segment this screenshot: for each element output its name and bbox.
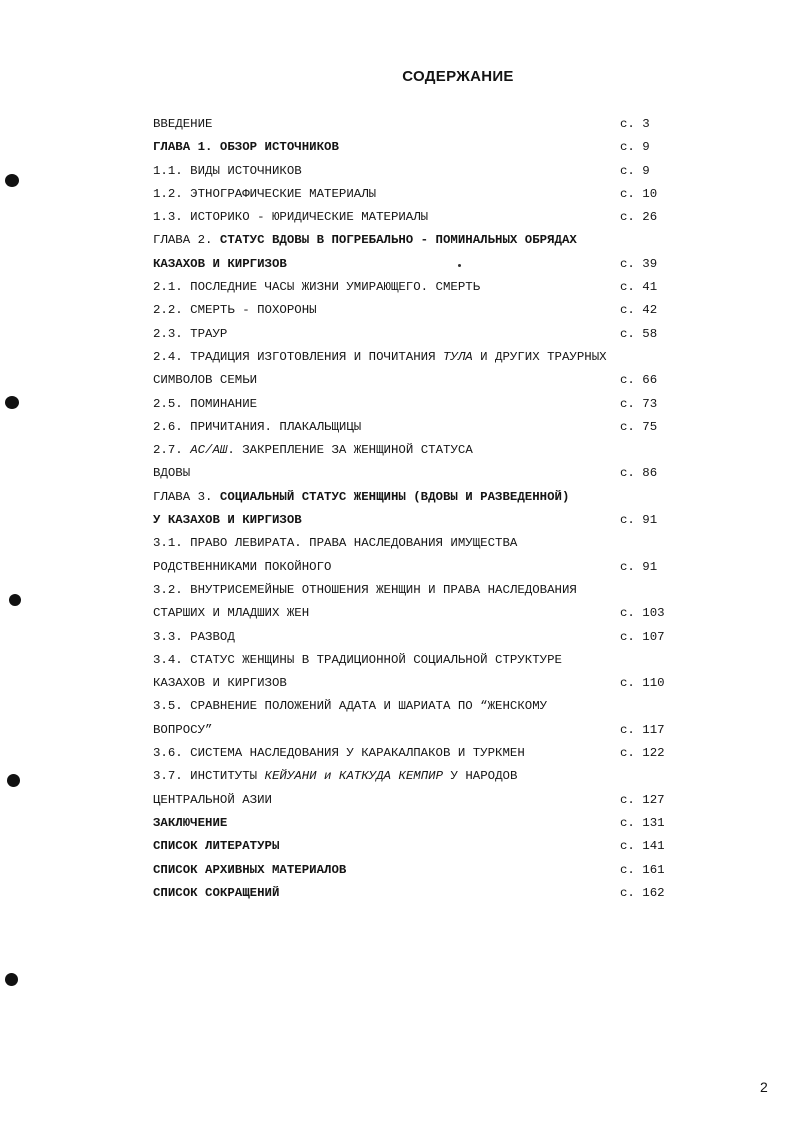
toc-entry-title-segment: СПИСОК ЛИТЕРАТУРЫ [153, 839, 280, 854]
toc-entry-page: с. 127 [620, 792, 665, 807]
toc-entry [153, 812, 673, 835]
toc-entry-title: 3.2. ВНУТРИСЕМЕЙНЫЕ ОТНОШЕНИЯ ЖЕНЩИН И ПРАВА НАСЛЕДОВАНИЯ [153, 582, 577, 597]
toc-entry-page: с. 42 [620, 303, 658, 318]
page-number: 2 [760, 1079, 768, 1095]
toc-entry-title [153, 346, 607, 369]
toc-entry-title: 1.1. ВИДЫ ИСТОЧНИКОВ [153, 163, 302, 178]
document-title: СОДЕРЖАНИЕ [402, 68, 514, 85]
toc-entry [153, 719, 673, 742]
toc-entry-page: с. 41 [620, 280, 658, 295]
toc-entry-page: с. 110 [620, 676, 665, 691]
toc-entry [153, 556, 673, 579]
toc-entry-page: с. 122 [620, 746, 665, 761]
binder-hole-mark [5, 973, 18, 986]
toc-entry-title [153, 859, 346, 882]
toc-entry-title-segment: 3.7. ИНСТИТУТЫ [153, 769, 265, 784]
toc-entry [153, 299, 673, 322]
toc-entry [153, 742, 673, 765]
toc-entry-title-segment: У НАРОДОВ [443, 769, 518, 784]
toc-entry-title-segment: ТУЛА [443, 349, 473, 364]
toc-entry-title-segment: АС/АШ [190, 443, 228, 458]
toc-entry-page: с. 9 [620, 140, 650, 155]
toc-entry-title-segment: 2.4. ТРАДИЦИЯ ИЗГОТОВЛЕНИЯ И ПОЧИТАНИЯ [153, 349, 443, 364]
toc-entry-title: 2.6. ПРИЧИТАНИЯ. ПЛАКАЛЬЩИЦЫ [153, 419, 362, 434]
toc-entry-page: с. 91 [620, 513, 658, 528]
toc-entry-page: с. 73 [620, 396, 658, 411]
toc-entry-page: с. 39 [620, 256, 658, 271]
toc-entry-title-segment: и [316, 769, 339, 784]
toc-entry-title: 2.2. СМЕРТЬ - ПОХОРОНЫ [153, 303, 317, 318]
toc-entry [153, 229, 673, 252]
toc-entry-title: 2.5. ПОМИНАНИЕ [153, 396, 258, 411]
toc-entry-title: СТАРШИХ И МЛАДШИХ ЖЕН [153, 606, 310, 621]
toc-entry [153, 532, 673, 555]
toc-entry-title-segment: КЕЙУАНИ [264, 769, 317, 784]
toc-entry-title-segment: ГЛАВА 2. [153, 233, 220, 248]
toc-entry [153, 416, 673, 439]
toc-entry-page: с. 103 [620, 606, 665, 621]
toc-entry-title-segment: ЗАКЛЮЧЕНИЕ [153, 815, 228, 830]
toc-entry-page: с. 66 [620, 373, 658, 388]
toc-entry-page: с. 141 [620, 839, 665, 854]
toc-entry-title: ВОПРОСУ” [153, 722, 213, 737]
toc-entry [153, 462, 673, 485]
binder-hole-mark [5, 396, 19, 409]
toc-entry-title [153, 509, 302, 532]
toc-entry [153, 649, 673, 672]
toc-entry-title: СИМВОЛОВ СЕМЬИ [153, 373, 258, 388]
toc-entry-title [153, 812, 227, 835]
toc-entry-title-segment: КАТКУДА КЕМПИР [338, 769, 444, 784]
toc-entry [153, 626, 673, 649]
toc-entry [153, 509, 673, 532]
toc-entry-page: с. 58 [620, 326, 658, 341]
toc-entry-page: с. 86 [620, 466, 658, 481]
toc-entry [153, 439, 673, 462]
toc-entry-title: 1.2. ЭТНОГРАФИЧЕСКИЕ МАТЕРИАЛЫ [153, 186, 377, 201]
toc-entry-title: ЦЕНТРАЛЬНОЙ АЗИИ [153, 792, 272, 807]
toc-entry-page: с. 107 [620, 629, 665, 644]
toc-entry-title-segment: И ДРУГИХ ТРАУРНЫХ [472, 349, 607, 364]
toc-entry-title: 3.4. СТАТУС ЖЕНЩИНЫ В ТРАДИЦИОННОЙ СОЦИАЛЬНОЙ СТРУКТУРЕ [153, 652, 562, 667]
toc-entry-title: ВДОВЫ [153, 466, 191, 481]
toc-entry-title-segment: ГЛАВА 3. [153, 489, 220, 504]
toc-entry-page: с. 75 [620, 419, 658, 434]
toc-entry-title: 3.3. РАЗВОД [153, 629, 235, 644]
toc-entry [153, 160, 673, 183]
toc-entry-page: с. 26 [620, 210, 658, 225]
toc-entry-title-segment: 2.7. [153, 443, 191, 458]
toc-entry [153, 113, 673, 136]
toc-entry [153, 579, 673, 602]
toc-entry-title [153, 253, 287, 276]
toc-entry-title [153, 835, 279, 858]
toc-entry [153, 206, 673, 229]
binder-hole-mark [9, 594, 21, 606]
toc-entry [153, 695, 673, 718]
toc-entry-page: с. 10 [620, 186, 658, 201]
toc-entry-page: с. 91 [620, 559, 658, 574]
toc-entry-title: 3.1. ПРАВО ЛЕВИРАТА. ПРАВА НАСЛЕДОВАНИЯ ИМУЩЕСТВА [153, 536, 518, 551]
toc-entry-title-segment: . ЗАКРЕПЛЕНИЕ ЗА ЖЕНЩИНОЙ СТАТУСА [227, 443, 473, 458]
toc-entry-page: с. 162 [620, 885, 665, 900]
toc-entry-title: ВВЕДЕНИЕ [153, 117, 213, 131]
toc-entry [153, 136, 673, 159]
toc-entry-title-segment: СПИСОК СОКРАЩЕНИЙ [153, 885, 280, 900]
toc-entry [153, 393, 673, 416]
toc-entry [153, 765, 673, 788]
table-of-contents [153, 113, 673, 905]
toc-entry [153, 859, 673, 882]
toc-entry-title-segment: СОЦИАЛЬНЫЙ СТАТУС ЖЕНЩИНЫ (ВДОВЫ И РАЗВЕДЕННОЙ) [219, 489, 570, 504]
toc-entry [153, 323, 673, 346]
toc-entry-page: с. 3 [620, 117, 650, 131]
toc-entry [153, 672, 673, 695]
toc-entry [153, 369, 673, 392]
toc-entry-title: 2.1. ПОСЛЕДНИЕ ЧАСЫ ЖИЗНИ УМИРАЮЩЕГО. СМЕРТЬ [153, 280, 481, 295]
toc-entry-title: 1.3. ИСТОРИКО - ЮРИДИЧЕСКИЕ МАТЕРИАЛЫ [153, 210, 429, 225]
toc-entry-page: с. 9 [620, 163, 650, 178]
toc-entry-title [153, 486, 569, 509]
toc-entry-title: 3.6. СИСТЕМА НАСЛЕДОВАНИЯ У КАРАКАЛПАКОВ И ТУРКМЕН [153, 746, 525, 761]
toc-entry-title: 2.3. ТРАУР [153, 326, 228, 341]
toc-entry [153, 183, 673, 206]
scan-speck [458, 264, 461, 267]
toc-entry [153, 486, 673, 509]
toc-entry-title-segment: У КАЗАХОВ И КИРГИЗОВ [153, 513, 302, 528]
toc-entry-title [153, 136, 339, 159]
toc-entry-title-segment: СТАТУС ВДОВЫ В ПОГРЕБАЛЬНО - ПОМИНАЛЬНЫХ ОБРЯДАХ [219, 233, 577, 248]
toc-entry-title [153, 882, 279, 905]
toc-entry [153, 346, 673, 369]
toc-entry [153, 276, 673, 299]
toc-entry [153, 602, 673, 625]
toc-entry [153, 835, 673, 858]
toc-entry [153, 789, 673, 812]
toc-entry-title [153, 765, 517, 788]
toc-entry-page: с. 117 [620, 722, 665, 737]
binder-hole-mark [5, 174, 19, 187]
toc-entry-title: РОДСТВЕННИКАМИ ПОКОЙНОГО [153, 559, 332, 574]
toc-entry-title-segment: СПИСОК АРХИВНЫХ МАТЕРИАЛОВ [153, 862, 347, 877]
toc-entry [153, 253, 673, 276]
toc-entry-title-segment: ГЛАВА 1. ОБЗОР ИСТОЧНИКОВ [153, 140, 339, 155]
toc-entry-page: с. 161 [620, 862, 665, 877]
toc-entry [153, 882, 673, 905]
toc-entry-title [153, 439, 473, 462]
toc-entry-title-segment: КАЗАХОВ И КИРГИЗОВ [153, 256, 287, 271]
toc-entry-title: КАЗАХОВ И КИРГИЗОВ [153, 676, 287, 691]
toc-entry-page: с. 131 [620, 815, 665, 830]
binder-hole-mark [7, 774, 20, 787]
toc-entry-title: 3.5. СРАВНЕНИЕ ПОЛОЖЕНИЙ АДАТА И ШАРИАТА ПО “ЖЕНСКОМУ [153, 699, 548, 714]
toc-entry-title [153, 229, 577, 252]
